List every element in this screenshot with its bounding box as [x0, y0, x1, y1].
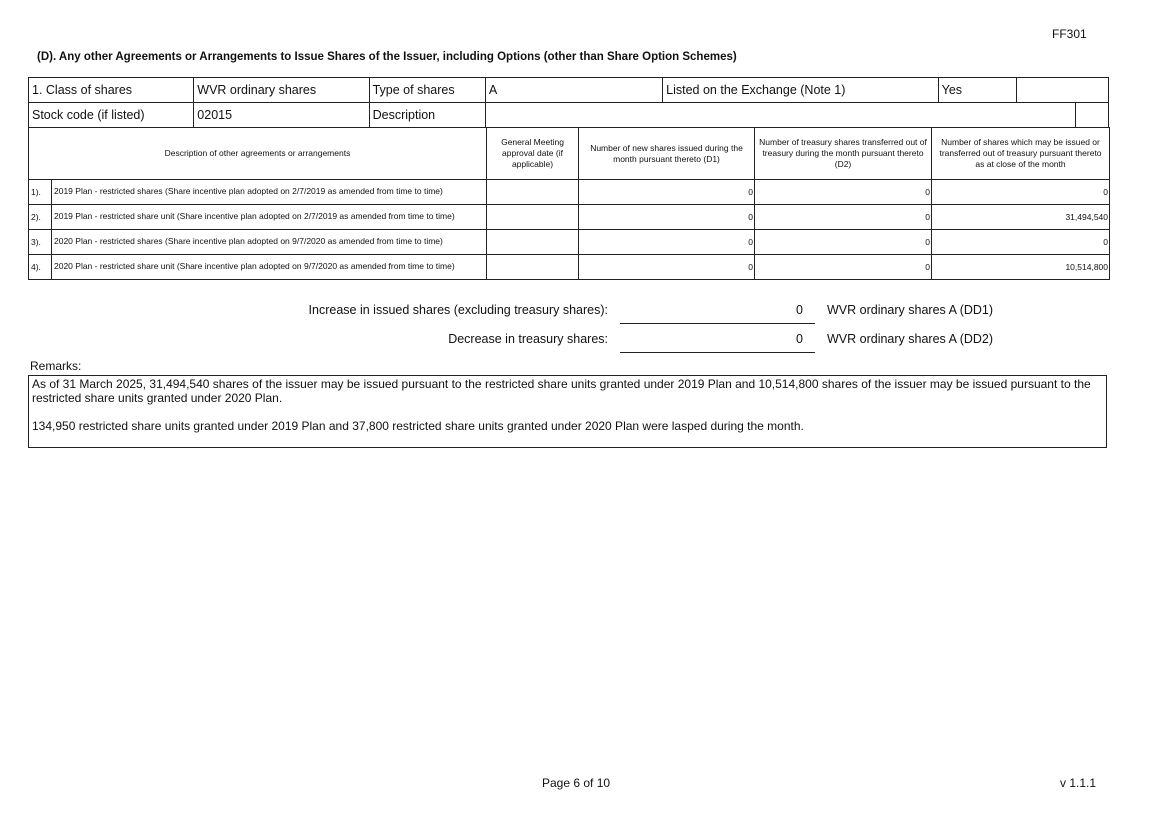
- form-code: FF301: [1052, 27, 1087, 41]
- stock-code-label: Stock code (if listed): [29, 103, 194, 128]
- row-description: 2020 Plan - restricted shares (Share incentive plan adopted on 9/7/2020 as amended from time to time): [52, 230, 487, 255]
- row-may-issue: 31,494,540: [932, 205, 1110, 230]
- row-number: 2).: [29, 205, 52, 230]
- increase-value: 0: [796, 303, 803, 317]
- row-treasury: 0: [755, 205, 932, 230]
- remarks-line-2: 134,950 restricted share units granted under 2019 Plan and 37,800 restricted share units granted under 2020 Plan were lasped during the month.: [32, 419, 804, 433]
- increase-label: Increase in issued shares (excluding treasury shares):: [308, 303, 608, 317]
- row-gm-date: [487, 205, 579, 230]
- description-label: Description: [369, 103, 485, 128]
- row-may-issue: 0: [932, 230, 1110, 255]
- row-description: 2020 Plan - restricted share unit (Share incentive plan adopted on 9/7/2020 as amended from time to time): [52, 255, 487, 280]
- decrease-label: Decrease in treasury shares:: [448, 332, 608, 346]
- row-treasury: 0: [755, 230, 932, 255]
- row-new-shares: 0: [579, 230, 755, 255]
- stock-code-value: 02015: [194, 103, 369, 128]
- class-label: 1. Class of shares: [29, 78, 194, 103]
- class-value: WVR ordinary shares: [194, 78, 369, 103]
- description-value: [485, 103, 1075, 128]
- table-row: [29, 180, 1110, 205]
- remarks-line-1: As of 31 March 2025, 31,494,540 shares of the issuer may be issued pursuant to the restricted share units granted under 2019 Plan and 10,514,800 shares of the issuer may be issued pursuant to the restricted share units granted under 2020 Plan.: [32, 377, 1091, 405]
- row-description: 2019 Plan - restricted share unit (Share incentive plan adopted on 2/7/2019 as amended from time to time): [52, 205, 487, 230]
- header-new-shares: Number of new shares issued during the month pursuant thereto (D1): [579, 128, 755, 180]
- header-description: Description of other agreements or arrangements: [29, 128, 487, 180]
- row-treasury: 0: [755, 180, 932, 205]
- listed-value: Yes: [938, 78, 1016, 103]
- table-row: [29, 255, 1110, 280]
- header-gm-date: General Meeting approval date (if applicable): [487, 128, 579, 180]
- description-extra-cell: [1075, 103, 1108, 128]
- header-may-issue: Number of shares which may be issued or transferred out of treasury pursuant thereto as at close of the month: [932, 128, 1110, 180]
- row-number: 1).: [29, 180, 52, 205]
- row-gm-date: [487, 255, 579, 280]
- page-number: Page 6 of 10: [542, 776, 611, 790]
- row-gm-date: [487, 180, 579, 205]
- row-new-shares: 0: [579, 255, 755, 280]
- increase-underline: [620, 305, 815, 324]
- remarks-label: Remarks:: [30, 359, 82, 373]
- decrease-unit: WVR ordinary shares A (DD2): [827, 332, 994, 346]
- listed-extra-cell: [1016, 78, 1108, 103]
- row-may-issue: 10,514,800: [932, 255, 1110, 280]
- header-treasury: Number of treasury shares transferred out of treasury during the month pursuant thereto (D2): [755, 128, 932, 180]
- section-title: (D). Any other Agreements or Arrangements to Issue Shares of the Issuer, including Options (other than Share Option Schemes): [37, 51, 737, 63]
- remarks-box: [28, 375, 1107, 448]
- row-number: 4).: [29, 255, 52, 280]
- version-label: v 1.1.1: [1060, 776, 1097, 790]
- row-may-issue: 0: [932, 180, 1110, 205]
- row-treasury: 0: [755, 255, 932, 280]
- increase-unit: WVR ordinary shares A (DD1): [827, 303, 994, 317]
- row-gm-date: [487, 230, 579, 255]
- row-new-shares: 0: [579, 205, 755, 230]
- decrease-underline: [620, 334, 815, 353]
- decrease-value: 0: [796, 332, 803, 346]
- table-row: [29, 230, 1110, 255]
- listed-label: Listed on the Exchange (Note 1): [663, 78, 939, 103]
- type-label: Type of shares: [369, 78, 485, 103]
- row-number: 3).: [29, 230, 52, 255]
- row-description: 2019 Plan - restricted shares (Share incentive plan adopted on 2/7/2019 as amended from time to time): [52, 180, 487, 205]
- table-row: [29, 205, 1110, 230]
- agreements-table: [28, 127, 1110, 280]
- type-value: A: [485, 78, 662, 103]
- row-new-shares: 0: [579, 180, 755, 205]
- class-info-table: [28, 77, 1109, 128]
